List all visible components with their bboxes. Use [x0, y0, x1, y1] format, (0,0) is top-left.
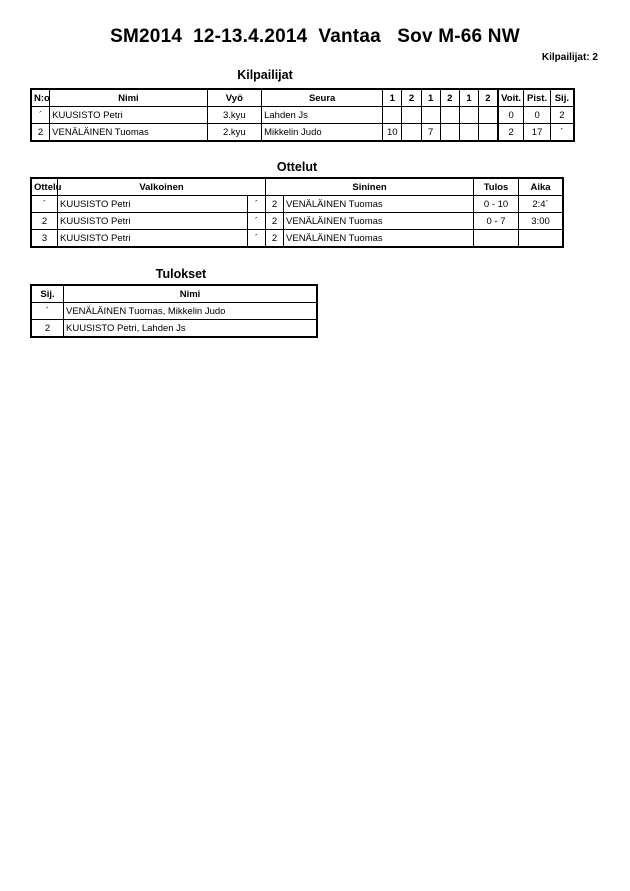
cell-round	[402, 107, 421, 124]
matches-heading: Ottelut	[276, 160, 318, 174]
table-row	[32, 230, 563, 247]
col-r1: 1	[383, 90, 402, 107]
cell-name: VENÄLÄINEN Tuomas	[50, 124, 207, 141]
cell-round	[459, 124, 478, 141]
col-r2: 2	[402, 90, 421, 107]
competitors-heading: Kilpailijat	[237, 68, 293, 82]
table-row	[32, 303, 317, 320]
cell-name: VENÄLÄINEN Tuomas, Mikkelin Judo	[64, 303, 317, 320]
competitor-count: Kilpailijat: 2	[541, 52, 598, 63]
cell-round: 7	[421, 124, 440, 141]
results-heading: Tulokset	[155, 267, 207, 281]
cell-blue-no: 2	[266, 213, 284, 230]
cell-round	[440, 124, 459, 141]
cell-blue-no: 2	[266, 230, 284, 247]
cell-no: 2	[32, 124, 50, 141]
results-table	[31, 285, 317, 337]
col-white: Valkoinen	[58, 179, 266, 196]
cell-belt: 2.kyu	[207, 124, 262, 141]
cell-name: KUUSISTO Petri, Lahden Js	[64, 320, 317, 337]
col-blue: Sininen	[266, 179, 474, 196]
cell-white: KUUSISTO Petri	[58, 196, 248, 213]
cell-round	[479, 124, 498, 141]
cell-round	[383, 107, 402, 124]
col-name: Nimi	[50, 90, 207, 107]
cell-place: ´	[32, 303, 64, 320]
col-belt: Vyö	[207, 90, 262, 107]
cell-result	[474, 230, 519, 247]
cell-match: ´	[32, 196, 58, 213]
cell-white: KUUSISTO Petri	[58, 230, 248, 247]
cell-round: 10	[383, 124, 402, 141]
cell-white-no: ´	[248, 213, 266, 230]
table-row	[32, 196, 563, 213]
table-row	[32, 213, 563, 230]
cell-white: KUUSISTO Petri	[58, 213, 248, 230]
cell-time: 2:4´	[519, 196, 563, 213]
table-row	[32, 320, 317, 337]
cell-place: 2	[32, 320, 64, 337]
cell-wins: 0	[498, 107, 524, 124]
cell-result: 0 - 10	[474, 196, 519, 213]
cell-club: Lahden Js	[262, 107, 383, 124]
cell-blue: VENÄLÄINEN Tuomas	[284, 230, 474, 247]
col-place: Sij.	[550, 90, 573, 107]
col-r6: 2	[479, 90, 498, 107]
col-r5: 1	[459, 90, 478, 107]
cell-place: 2	[550, 107, 573, 124]
cell-round	[459, 107, 478, 124]
cell-no: ´	[32, 107, 50, 124]
col-name: Nimi	[64, 286, 317, 303]
cell-blue: VENÄLÄINEN Tuomas	[284, 196, 474, 213]
cell-round	[479, 107, 498, 124]
col-r3: 1	[421, 90, 440, 107]
col-club: Seura	[262, 90, 383, 107]
cell-points: 17	[524, 124, 550, 141]
col-no: N:o	[32, 90, 50, 107]
cell-round	[421, 107, 440, 124]
table-row	[32, 107, 574, 124]
competitors-table	[31, 89, 574, 141]
col-r4: 2	[440, 90, 459, 107]
cell-points: 0	[524, 107, 550, 124]
page-title: SM2014 12-13.4.2014 Vantaa Sov M-66 NW	[110, 26, 520, 47]
cell-name: KUUSISTO Petri	[50, 107, 207, 124]
cell-blue: VENÄLÄINEN Tuomas	[284, 213, 474, 230]
cell-match: 2	[32, 213, 58, 230]
cell-time	[519, 230, 563, 247]
cell-result: 0 - 7	[474, 213, 519, 230]
cell-white-no: ´	[248, 230, 266, 247]
cell-time: 3:00	[519, 213, 563, 230]
cell-white-no: ´	[248, 196, 266, 213]
col-place: Sij.	[32, 286, 64, 303]
matches-table	[31, 178, 563, 247]
cell-round	[440, 107, 459, 124]
col-wins: Voit.	[498, 90, 524, 107]
cell-belt: 3.kyu	[207, 107, 262, 124]
col-points: Pist.	[524, 90, 550, 107]
cell-place: ´	[550, 124, 573, 141]
col-time: Aika	[519, 179, 563, 196]
cell-club: Mikkelin Judo	[262, 124, 383, 141]
cell-round	[402, 124, 421, 141]
col-result: Tulos	[474, 179, 519, 196]
cell-blue-no: 2	[266, 196, 284, 213]
table-row	[32, 124, 574, 141]
cell-match: 3	[32, 230, 58, 247]
cell-wins: 2	[498, 124, 524, 141]
col-match: Ottelu	[32, 179, 58, 196]
